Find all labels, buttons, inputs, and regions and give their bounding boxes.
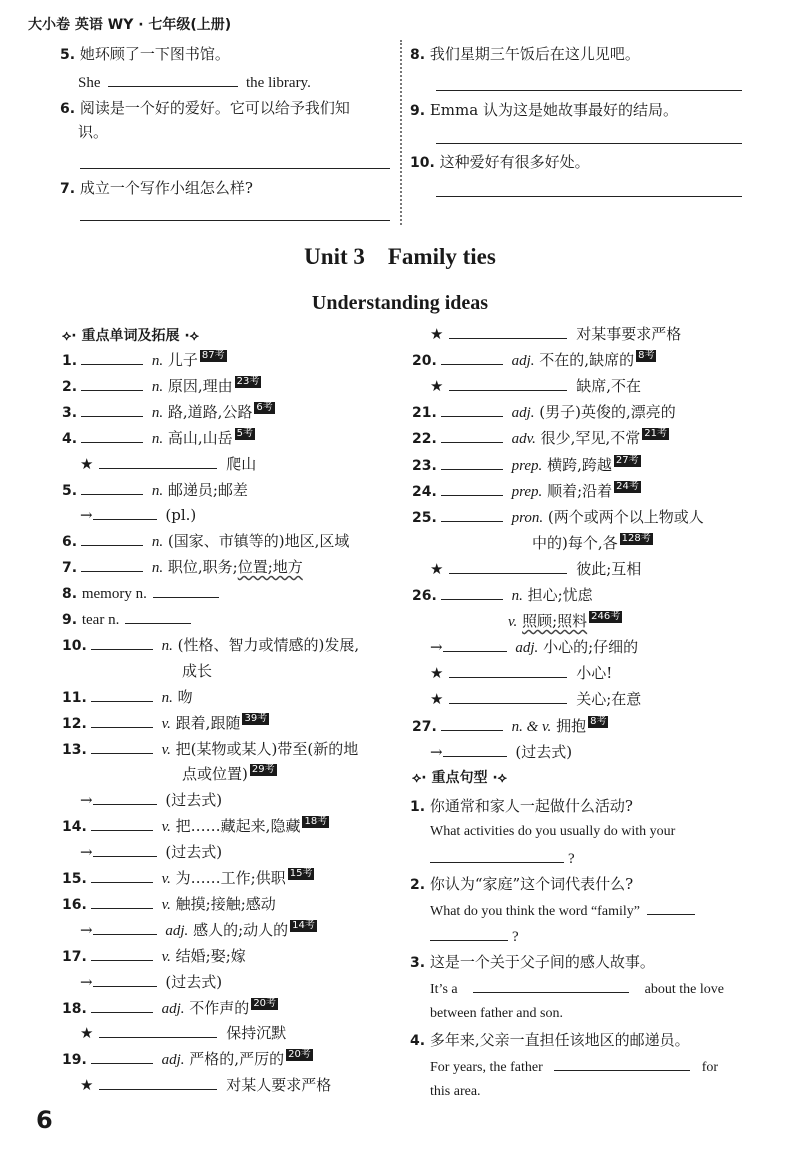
part-of-speech: v. xyxy=(161,715,171,732)
form-note: (过去式) xyxy=(165,791,223,810)
answer-blank[interactable] xyxy=(449,663,567,678)
answer-blank[interactable] xyxy=(93,842,157,857)
meaning: 原因,理由 xyxy=(167,376,233,395)
exam-frequency-badge: 15考 xyxy=(289,868,313,879)
exam-frequency-badge: 8考 xyxy=(638,350,655,362)
diamond-icon: ·⟡ xyxy=(184,328,199,344)
answer-blank[interactable] xyxy=(441,585,503,600)
part-of-speech: n. xyxy=(151,534,164,551)
vocab-row xyxy=(412,689,641,709)
part-of-speech: n. xyxy=(511,588,523,604)
vocab-row xyxy=(62,505,196,525)
answer-blank[interactable] xyxy=(441,507,503,522)
exam-frequency-badge: 14考 xyxy=(292,919,315,931)
answer-blank[interactable] xyxy=(93,972,157,987)
part-of-speech: adj. xyxy=(161,1000,185,1017)
item-number: 27. xyxy=(412,718,437,735)
vocab-row xyxy=(412,716,608,737)
meaning: 高山,山岳 xyxy=(167,428,233,447)
item-number: 18. xyxy=(62,1000,87,1017)
answer-blank[interactable] xyxy=(81,350,143,365)
answer-blank[interactable] xyxy=(449,324,567,339)
arrow-icon: → xyxy=(430,742,443,761)
translate-q5-answer: She the library. xyxy=(78,72,311,93)
translate-q9: 9. Emma 认为这是她故事最好的结局。 xyxy=(410,101,678,119)
phrase-meaning: 保持沉默 xyxy=(226,1024,287,1043)
meaning-continued: 点或位置) xyxy=(182,765,248,784)
meaning: 很少,罕见,不常 xyxy=(540,429,641,448)
exam-frequency-badge: 18考 xyxy=(304,816,328,828)
form-note: 感人的;动人的 xyxy=(193,920,289,939)
vocab-row xyxy=(412,481,641,502)
sentence-3-line2: between father and son. xyxy=(430,1006,563,1021)
answer-blank[interactable] xyxy=(554,1056,690,1071)
sentence-2-blank: ? xyxy=(430,926,519,947)
phrase-meaning: 对某人要求严格 xyxy=(226,1076,332,1095)
arrow-icon: → xyxy=(80,972,93,991)
translate-q8: 8. 我们星期三午饭后在这儿见吧。 xyxy=(410,45,640,63)
part-of-speech: adj. xyxy=(515,640,539,657)
answer-blank[interactable] xyxy=(81,557,143,572)
phrase-meaning: 小心! xyxy=(576,664,613,683)
sentence-1: 1. 你通常和家人一起做什么活动? xyxy=(410,797,633,815)
part-of-speech: n. xyxy=(161,689,173,706)
exam-frequency-badge: 246考 xyxy=(591,611,621,623)
sentence-2: 2. 你认为“家庭”这个词代表什么? xyxy=(410,875,634,893)
vocab-heading: ⟡· 重点单词及拓展 ·⟡ xyxy=(62,328,199,344)
sentence-4-line2: this area. xyxy=(430,1084,481,1099)
phrase-meaning: 对某事要求严格 xyxy=(576,325,682,343)
vocab-row xyxy=(62,687,193,708)
vocab-row xyxy=(62,998,278,1019)
meaning: 跟着,跟随 xyxy=(175,713,241,732)
vocab-row xyxy=(62,531,349,552)
answer-blank[interactable] xyxy=(81,428,143,443)
vocab-row xyxy=(62,428,255,449)
vocab-row xyxy=(62,920,317,941)
part-of-speech: adj. xyxy=(511,405,535,422)
vocab-row xyxy=(412,350,656,371)
answer-blank[interactable] xyxy=(449,376,567,391)
vocab-row xyxy=(62,1049,313,1070)
item-number: 24. xyxy=(412,483,437,500)
part-of-speech: adv. xyxy=(511,431,536,448)
vocab-row xyxy=(412,559,641,579)
answer-blank[interactable] xyxy=(430,926,508,941)
vocab-row xyxy=(62,972,222,992)
answer-blank[interactable] xyxy=(449,559,567,574)
item-number: 22. xyxy=(412,431,437,448)
answer-blank[interactable] xyxy=(99,1075,217,1090)
answer-blank[interactable] xyxy=(441,350,503,365)
part-of-speech: v. xyxy=(161,896,171,913)
sentence-4-en: For years, the father for xyxy=(430,1056,718,1078)
answer-blank[interactable] xyxy=(441,716,503,731)
answer-blank[interactable] xyxy=(81,376,143,391)
meaning: (两个或两个以上物或人 xyxy=(547,507,704,526)
vocab-row xyxy=(62,946,246,967)
exam-frequency-badge: 23考 xyxy=(236,375,260,387)
translate-q7: 7. 成立一个写作小组怎么样? xyxy=(60,179,253,197)
item-number: 10. xyxy=(62,637,87,654)
form-note: 小心的;仔细的 xyxy=(543,638,639,657)
answer-blank[interactable] xyxy=(91,998,153,1013)
exam-frequency-badge: 24考 xyxy=(616,480,639,492)
item-number: 13. xyxy=(62,741,87,758)
form-note: (过去式) xyxy=(165,843,223,862)
vocab-row xyxy=(412,637,638,658)
section-title: Understanding ideas xyxy=(311,292,489,314)
answer-blank[interactable] xyxy=(443,637,507,652)
part-of-speech: adj. xyxy=(165,922,189,939)
part-of-speech: pron. xyxy=(511,509,544,526)
answer-blank[interactable] xyxy=(93,790,157,805)
answer-blank[interactable] xyxy=(91,635,153,650)
vocab-row xyxy=(62,842,222,862)
answer-blank[interactable] xyxy=(91,894,153,909)
item-number: 25. xyxy=(412,509,437,526)
arrow-icon: → xyxy=(430,638,443,657)
meaning: 吻 xyxy=(177,687,193,706)
vocab-row xyxy=(412,742,572,762)
star-icon: ★ xyxy=(80,454,94,473)
answer-blank[interactable] xyxy=(91,713,153,728)
meaning: 顺着;沿着 xyxy=(547,481,613,500)
meaning: 把(某物或某人)带至(新的地 xyxy=(175,739,359,758)
unit-title: Unit 3 Family ties xyxy=(304,244,496,269)
vocab-row xyxy=(62,739,358,760)
answer-blank[interactable] xyxy=(91,687,153,702)
answer-blank[interactable] xyxy=(93,505,157,520)
sentence-2-en: What do you think the word “family” xyxy=(430,900,699,922)
meaning: (性格、智力或情感的)发展, xyxy=(177,635,360,654)
item-number: 19. xyxy=(62,1052,87,1069)
part-of-speech: adj. xyxy=(161,1052,185,1069)
exam-frequency-badge: 21考 xyxy=(644,428,667,440)
translate-q6-cont: 识。 xyxy=(78,123,109,141)
star-icon: ★ xyxy=(80,1076,94,1095)
answer-blank[interactable] xyxy=(441,428,503,443)
vocab-row xyxy=(62,583,223,604)
page-number: 6 xyxy=(36,1106,53,1134)
answer-blank[interactable] xyxy=(99,454,217,469)
book-header: 大小卷 英语 WY · 七年级(上册) xyxy=(28,17,232,33)
answer-blank[interactable] xyxy=(93,920,157,935)
vocab-row xyxy=(62,894,276,915)
item-number: 9. xyxy=(62,612,78,628)
diamond-icon: ·⟡ xyxy=(492,770,507,786)
column-divider xyxy=(400,40,402,225)
meaning: 不在的,缺席的 xyxy=(539,351,635,370)
answer-blank[interactable] xyxy=(99,1023,217,1038)
vocab-row xyxy=(412,402,676,423)
exam-frequency-badge: 27考 xyxy=(615,454,639,466)
vocab-row xyxy=(62,764,277,784)
answer-line[interactable] xyxy=(436,196,742,197)
vocab-row xyxy=(62,402,275,423)
item-number: 5. xyxy=(62,482,78,499)
vocab-row xyxy=(412,611,622,632)
vocab-row xyxy=(62,790,222,810)
answer-blank[interactable] xyxy=(153,583,219,598)
star-icon: ★ xyxy=(430,559,444,578)
vocab-row xyxy=(62,661,212,681)
star-icon: ★ xyxy=(430,377,444,396)
sentence-1-en: What activities do you usually do with your xyxy=(430,824,676,839)
part-of-speech: prep. xyxy=(511,457,543,474)
answer-blank[interactable] xyxy=(441,402,503,417)
star-icon: ★ xyxy=(430,690,444,709)
item-number: 23. xyxy=(412,457,437,474)
item-number: 17. xyxy=(62,948,87,965)
item-number: 16. xyxy=(62,896,87,913)
meaning: 拥抱 xyxy=(556,716,587,735)
vocab-row xyxy=(62,609,195,630)
diamond-icon: ⟡· xyxy=(62,328,77,344)
vocab-row xyxy=(412,663,612,683)
answer-blank[interactable] xyxy=(81,402,143,417)
item-number: 12. xyxy=(62,715,87,732)
star-icon: ★ xyxy=(430,325,444,343)
translate-q10: 10. 这种爱好有很多好处。 xyxy=(410,153,590,171)
translate-q6: 6. 阅读是一个好的爱好。它可以给予我们知 xyxy=(60,99,350,117)
exam-frequency-badge: 128考 xyxy=(621,532,651,544)
item-number: 7. xyxy=(62,560,78,577)
vocab-row xyxy=(62,376,261,397)
answer-blank[interactable] xyxy=(81,531,143,546)
answer-line[interactable] xyxy=(436,90,742,91)
part-of-speech: n. xyxy=(161,637,173,654)
vocab-row xyxy=(412,428,669,449)
arrow-icon: → xyxy=(80,791,93,810)
vocab-row xyxy=(412,533,653,553)
meaning: 路,道路,公路 xyxy=(167,402,253,421)
star-icon: ★ xyxy=(80,1024,94,1043)
answer-blank[interactable] xyxy=(91,739,153,754)
item-number: 4. xyxy=(62,430,78,447)
answer-blank[interactable] xyxy=(91,816,153,831)
meaning: (男子)英俊的,漂亮的 xyxy=(539,403,676,422)
meaning: 把……藏起来,隐藏 xyxy=(175,817,301,836)
part-of-speech: n. xyxy=(151,378,164,395)
meaning-continued: 成长 xyxy=(182,661,213,680)
answer-blank[interactable] xyxy=(443,742,507,757)
phrase-meaning: 关心;在意 xyxy=(576,690,642,709)
meaning: 儿子 xyxy=(167,351,198,369)
part-of-speech: n. xyxy=(151,482,164,499)
phrase-meaning: 爬山 xyxy=(226,454,257,473)
vocab-row xyxy=(62,1075,331,1095)
answer-blank[interactable] xyxy=(473,978,629,993)
answer-line[interactable] xyxy=(436,143,742,144)
item-number: 21. xyxy=(412,405,437,422)
exam-frequency-badge: 5考 xyxy=(236,427,254,439)
item-number: 1. xyxy=(62,353,78,369)
item-number: 14. xyxy=(62,819,87,836)
item-number: 20. xyxy=(412,353,437,370)
translate-q5: 5. 她环顾了一下图书馆。 xyxy=(60,45,230,63)
vocab-row xyxy=(62,868,314,889)
vocab-row xyxy=(412,376,641,396)
vocab-row xyxy=(62,454,256,474)
form-note: (过去式) xyxy=(515,742,573,761)
part-of-speech: n. & v. xyxy=(511,718,552,735)
vocab-row xyxy=(62,557,303,578)
vocab-row xyxy=(62,480,248,501)
sentence-1-blank: ? xyxy=(430,848,575,869)
diamond-icon: ⟡· xyxy=(412,770,427,786)
answer-blank[interactable] xyxy=(91,1049,153,1064)
form-note: (pl.) xyxy=(165,506,197,525)
vocab-row xyxy=(62,713,269,734)
answer-blank[interactable] xyxy=(81,480,143,495)
meaning: 结婚;娶;嫁 xyxy=(175,946,246,965)
exam-frequency-badge: 20考 xyxy=(288,1049,311,1061)
sentence-heading: ⟡· 重点句型 ·⟡ xyxy=(412,770,507,786)
part-of-speech: n. xyxy=(151,404,164,421)
meaning: 为……工作;供职 xyxy=(175,869,286,887)
exam-frequency-badge: 8考 xyxy=(590,715,607,727)
meaning: 邮递员;邮差 xyxy=(167,480,248,499)
sentence-3: 3. 这是一个关于父子间的感人故事。 xyxy=(410,953,655,971)
part-of-speech: v. xyxy=(161,948,171,965)
phrase-meaning: 缺席,不在 xyxy=(576,377,642,396)
item-number: 15. xyxy=(62,871,87,887)
item-number: 8. xyxy=(62,586,78,603)
vocab-row xyxy=(412,455,641,476)
meaning: 严格的,严厉的 xyxy=(189,1050,285,1069)
item-number: 3. xyxy=(62,404,78,421)
answer-blank[interactable] xyxy=(441,455,503,470)
exam-frequency-badge: 6考 xyxy=(256,401,273,413)
meaning-emphasis: 位置;地方 xyxy=(237,558,303,577)
answer-blank[interactable] xyxy=(91,946,153,961)
part-of-speech: v. xyxy=(161,741,171,758)
vocab-row xyxy=(412,507,704,528)
answer-blank[interactable] xyxy=(108,72,238,87)
vocab-row xyxy=(412,324,681,344)
part-of-speech: v. xyxy=(161,819,171,836)
vocab-row xyxy=(62,816,329,837)
answer-blank[interactable] xyxy=(430,848,564,863)
part-of-speech: prep. xyxy=(511,483,543,500)
item-number: 6. xyxy=(62,534,78,551)
phrase-meaning: 彼此;互相 xyxy=(576,559,642,578)
exam-frequency-badge: 29考 xyxy=(251,764,275,776)
part-of-speech: v. xyxy=(161,871,171,887)
star-icon: ★ xyxy=(430,664,444,683)
given-word: tear n. xyxy=(81,612,120,628)
exam-frequency-badge: 39考 xyxy=(244,712,268,724)
meaning: 职位,职务; xyxy=(167,558,238,577)
meaning-continued: 中的)每个,各 xyxy=(532,533,618,552)
answer-blank[interactable] xyxy=(449,689,567,704)
part-of-speech: v. xyxy=(508,614,518,631)
sentence-4: 4. 多年来,父亲一直担任该地区的邮递员。 xyxy=(410,1031,690,1049)
vocab-row xyxy=(62,635,359,656)
part-of-speech: n. xyxy=(151,353,164,369)
vocab-row xyxy=(62,350,227,371)
answer-blank[interactable] xyxy=(647,900,695,915)
meaning: 不作声的 xyxy=(189,998,250,1017)
meaning-emphasis: 照顾;照料 xyxy=(522,612,588,631)
part-of-speech: n. xyxy=(151,430,164,447)
meaning: 触摸;接触;感动 xyxy=(175,894,276,913)
answer-blank[interactable] xyxy=(441,481,503,496)
answer-line[interactable] xyxy=(80,220,390,221)
exam-frequency-badge: 87考 xyxy=(201,350,225,361)
exam-frequency-badge: 20考 xyxy=(253,997,277,1009)
meaning: 担心;忧虑 xyxy=(527,586,593,604)
vocab-row xyxy=(62,1023,286,1043)
meaning: (国家、市镇等的)地区,区域 xyxy=(167,532,350,551)
answer-blank[interactable] xyxy=(91,868,153,883)
vocab-row xyxy=(412,585,593,606)
item-number: 11. xyxy=(62,689,87,706)
arrow-icon: → xyxy=(80,506,93,525)
item-number: 26. xyxy=(412,588,437,604)
part-of-speech: adj. xyxy=(511,353,535,370)
form-note: (过去式) xyxy=(165,972,223,991)
arrow-icon: → xyxy=(80,843,93,862)
arrow-icon: → xyxy=(80,920,93,939)
sentence-3-en: It’s a about the love xyxy=(430,978,724,1000)
answer-blank[interactable] xyxy=(125,609,191,624)
answer-line[interactable] xyxy=(80,168,390,169)
item-number: 2. xyxy=(62,378,78,395)
part-of-speech: n. xyxy=(151,560,164,577)
given-word: memory n. xyxy=(81,586,147,603)
meaning: 横跨,跨越 xyxy=(547,455,612,474)
